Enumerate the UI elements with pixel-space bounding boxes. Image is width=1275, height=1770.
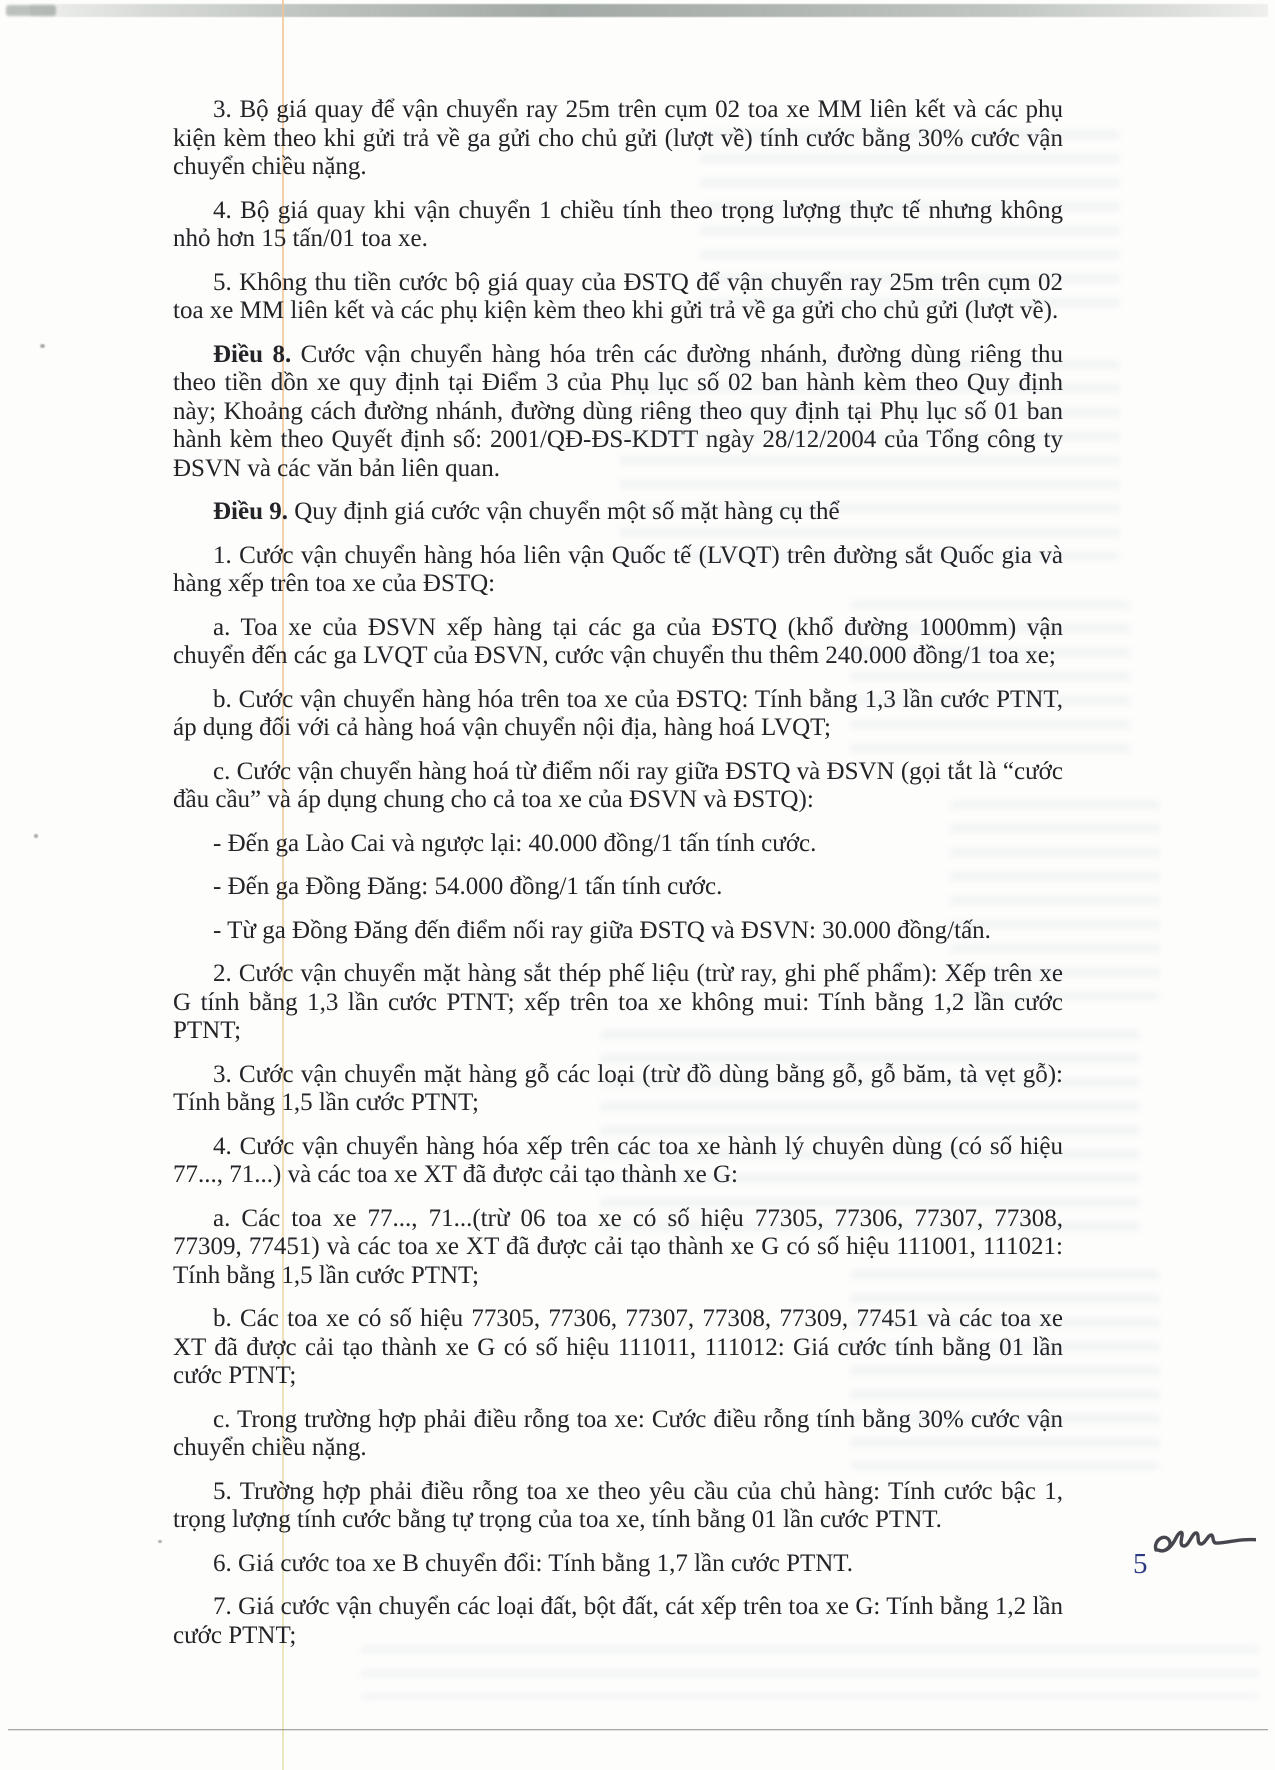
paragraph: 3. Cước vận chuyển mặt hàng gỗ các loại (trừ đồ dùng bằng gỗ, gỗ băm, tà vẹt gỗ): Tính bằng 1,5 lần cước PTNT; [173,1060,1063,1116]
paragraph: 3. Bộ giá quay để vận chuyển ray 25m trên cụm 02 toa xe MM liên kết và các phụ kiện kèm theo khi gửi trả về ga gửi cho chủ gửi (lượt về) tính cước bằng 30% cước vận chuyển chiều nặng. [173,96,1063,180]
scan-speck [158,1540,162,1543]
paragraph: 7. Giá cước vận chuyển các loại đất, bột đất, cát xếp trên toa xe G: Tính bằng 1,2 lần cước PTNT; [173,1593,1063,1649]
paragraph: - Từ ga Đồng Đăng đến điểm nối ray giữa ĐSTQ và ĐSVN: 30.000 đồng/tấn. [213,916,991,944]
paragraph: Điều 9. Quy định giá cước vận chuyển một số mặt hàng cụ thể [213,498,840,525]
paragraph: c. Cước vận chuyển hàng hoá từ điểm nối ray giữa ĐSTQ và ĐSVN (gọi tắt là “cước đầu cầu” và áp dụng chung cho cả toa xe của ĐSVN và ĐSTQ): [173,757,1063,813]
scan-speck [40,344,45,348]
paragraph: c. Trong trường hợp phải điều rỗng toa xe: Cước điều rỗng tính bằng 30% cước vận chuyển chiều nặng. [173,1405,1063,1461]
paragraph: 1. Cước vận chuyển hàng hóa liên vận Quốc tế (LVQT) trên đường sắt Quốc gia và hàng xếp trên toa xe của ĐSTQ: [173,541,1063,597]
scan-artifact-corner-blob [6,5,56,16]
paragraph: a. Các toa xe 77..., 71...(trừ 06 toa xe có số hiệu 77305, 77306, 77307, 77308, 77309, 77451) và các toa xe XT đã được cải tạo thành xe G có số hiệu 111001, 111021: Tính bằng 1,5 lần cước PTNT; [173,1204,1063,1289]
paragraph: 6. Giá cước toa xe B chuyển đổi: Tính bằng 1,7 lần cước PTNT. [213,1549,853,1577]
page-number: 5 [1133,1548,1148,1580]
paragraph: 4. Bộ giá quay khi vận chuyển 1 chiều tính theo trọng lượng thực tế nhưng không nhỏ hơn 15 tấn/01 toa xe. [173,196,1063,252]
paragraph: 5. Trường hợp phải điều rỗng toa xe theo yêu cầu của chủ hàng: Tính cước bậc 1, trọng lượng tính cước bằng tự trọng của toa xe, tính bằng 01 lần cước PTNT. [173,1477,1063,1533]
scan-artifact-top-band [30,4,1268,17]
document-body [173,96,1063,1665]
paragraph: - Đến ga Lào Cai và ngược lại: 40.000 đồng/1 tấn tính cước. [213,829,817,857]
scan-artifact-bottom-line [8,1729,1268,1730]
paragraph: a. Toa xe của ĐSVN xếp hàng tại các ga của ĐSTQ (khổ đường 1000mm) vận chuyển đến các ga LVQT của ĐSVN, cước vận chuyển thu thêm 240.000 đồng/1 toa xe; [173,613,1063,669]
signature-scribble [1146,1512,1256,1572]
paragraph: Điều 8. Cước vận chuyển hàng hóa trên các đường nhánh, đường dùng riêng thu theo tiền dồn xe quy định tại Điểm 3 của Phụ lục số 02 ban hành kèm theo Quy định này; Khoảng cách đường nhánh, đường dùng riêng theo quy định tại Phụ lục số 01 ban hành kèm theo Quyết định số: 2001/QĐ-ĐS-KDTT ngày 28/12/2004 của Tổng công ty ĐSVN và các văn bản liên quan. [173,340,1064,482]
paragraph: 2. Cước vận chuyển mặt hàng sắt thép phế liệu (trừ ray, ghi phế phẩm): Xếp trên xe G tính bằng 1,3 lần cước PTNT; xếp trên toa xe không mui: Tính bằng 1,2 lần cước PTNT; [173,960,1063,1044]
paragraph: 4. Cước vận chuyển hàng hóa xếp trên các toa xe hành lý chuyên dùng (có số hiệu 77..., 71...) và các toa xe XT đã được cải tạo thành xe G: [173,1132,1063,1188]
scan-speck [34,834,38,838]
paragraph: b. Các toa xe có số hiệu 77305, 77306, 77307, 77308, 77309, 77451 và các toa xe XT đã được cải tạo thành xe G có số hiệu 111011, 111012: Giá cước tính bằng 01 lần cước PTNT; [173,1305,1063,1389]
paragraph: - Đến ga Đồng Đăng: 54.000 đồng/1 tấn tính cước. [213,873,723,900]
paragraph: 5. Không thu tiền cước bộ giá quay của ĐSTQ để vận chuyển ray 25m trên cụm 02 toa xe MM liên kết và các phụ kiện kèm theo khi gửi trả về ga gửi cho chủ gửi (lượt về). [173,268,1063,324]
paragraph: b. Cước vận chuyển hàng hóa trên toa xe của ĐSTQ: Tính bằng 1,3 lần cước PTNT, áp dụng đối với cả hàng hoá vận chuyển nội địa, hàng hoá LVQT; [173,685,1063,741]
